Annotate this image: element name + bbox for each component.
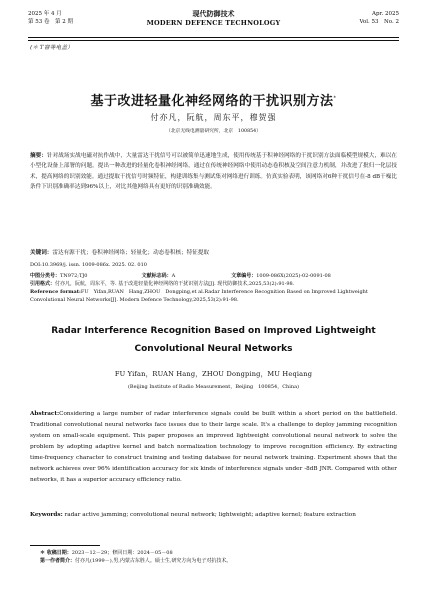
volume-en: Vol. 53 No. 2 <box>359 19 399 25</box>
article-no-value: 1009-086X(2025)-02-0091-08 <box>256 273 331 279</box>
volume-cn: 第 53 卷 第 2 期 <box>28 19 73 25</box>
paper-title-en: Radar Interference Recognition Based on Improved Lightweight Convolutional Neural Networks <box>51 326 376 354</box>
citation-cn-label: 引用格式： <box>30 281 56 287</box>
clc-label: 中图分类号： <box>30 273 61 279</box>
citation-en-label: Reference format: <box>30 289 81 295</box>
journal-name-cn: 现代防御技术 <box>192 10 235 18</box>
running-header <box>28 10 399 36</box>
doc-code-label: 文献标志码： <box>141 273 172 279</box>
header-right <box>359 10 399 26</box>
citation-cn-text: 付亦凡，阮航，周东平，等. 基于改进轻量化神经网络的干扰识别方法[J]. 现代防御技术,2025,53(2):91-98. <box>55 281 295 287</box>
clc-value: TN972;TJ0 <box>60 273 88 279</box>
keywords-cn-label: 关键词： <box>30 250 53 256</box>
authors-en: FU Yifan，RUAN Hang，ZHOU Dongping，MU Heqiang <box>114 370 313 378</box>
doc-code-value: A <box>171 273 176 279</box>
header-rule <box>28 37 399 38</box>
affiliation-cn: （北京无线电测量研究所，北京 100854） <box>165 129 262 134</box>
issue-date-en: Apr. 2025 <box>371 11 399 17</box>
abstract-cn <box>30 151 397 193</box>
received-dates: 2023－12－29；修回日期：2024－05－08 <box>71 550 173 556</box>
first-author-label: 第一作者简介： <box>40 558 76 564</box>
keywords-en <box>30 510 397 521</box>
title-footnote-mark: * <box>333 95 337 102</box>
doi: DOI:10.3969/j. issn. 1009-086x. 2025. 02. 010 <box>30 262 147 268</box>
keywords-en-label: Keywords: <box>30 512 63 518</box>
authors-cn: 付亦凡，阮航，周东平，穆贺强 <box>150 113 277 122</box>
abstract-cn-text: 针对战场实战电磁对抗作战中，大量雷达干扰信号可以被简单迅速地生成，使用传统基于积神经网络的干扰识别方法面临模型规模大，难以在小型化设备上部署的问题。提出一种改进的轻量化卷积神经网络，通过在传统神经网络中使用动态卷积核及空间注意力机制，并改进了批归一化层技术，提高网络的识别效能。通过提取干扰信号时频特征，构建训练集与测试集对网络进行训练。仿真实验表明，该网络对6种干扰信号在-8 dB干噪比条件下识别准确率达到96%以上，对比其他网络具有更好的识别准确效能。 <box>30 153 397 191</box>
keywords-cn <box>30 249 397 258</box>
first-author-bio: 付亦凡(1999－),男,内蒙古东胜人。硕士生,研究方向为电子对抗技术。 <box>75 558 232 564</box>
journal-name-en: MODERN DEFENCE TECHNOLOGY <box>146 19 281 27</box>
citation-en <box>30 288 397 305</box>
journal-name <box>28 10 399 28</box>
citation-cn <box>30 280 397 288</box>
citation-en-text: FU Yifan,RUAN Hang,ZHOU Dongping,et al.Radar Interference Recognition Based on Improved Lightweight Convolutional Neural Networks[J]. Modern Defence Technology,2025,53(2):91-98. <box>30 289 368 304</box>
keywords-en-text: radar active jamming; convolutional neural network; lightweight; adaptive kernel; feature extraction <box>64 512 356 518</box>
section-tag: (＊Ｔ窨等电盖） <box>30 45 74 51</box>
abstract-en-text: Considering a large number of radar interference signals could be built within a short period on the battlefield. Traditional convolutional neural networks face issues due to their large scale. It's a challenge to deploy jamming recognition system on small-scale equipment. This paper proposes an improved lightweight convolutional neural network to solve the problem by adopting adaptive kernel and batch normalization technology to improve recognition efficiency. By extracting time-frequency character to construct training and testing database for neural network training. Experiment shows that the network achieves over 96% identification accuracy for six kinds of interference signals under -8dB JNR. Compared with other networks, it has a superior accuracy efficiency ratio. <box>30 411 397 483</box>
footnote-received <box>40 549 397 557</box>
keywords-cn-text: 雷达有源干扰；卷积神经网络；轻量化；动态卷积核；特征提取 <box>52 250 210 256</box>
paper-title-cn-text: 基于改进轻量化神经网络的干扰识别方法 <box>90 94 334 109</box>
received-label: ＊ 收稿日期： <box>40 550 72 556</box>
abstract-en <box>30 409 397 486</box>
article-no-label: 文章编号： <box>231 273 257 279</box>
paper-title-cn <box>0 90 427 109</box>
classification-row <box>30 272 397 280</box>
affiliation-en: (Beijing Institute of Radio Measurement，Beijing 100854，China) <box>127 384 300 390</box>
issue-date-cn: 2025 年 4 月 <box>28 11 62 17</box>
footnote-rule <box>30 545 100 546</box>
abstract-cn-label: 摘要： <box>30 153 47 159</box>
header-rule-thin <box>28 40 399 41</box>
abstract-en-label: Abstract: <box>30 411 60 417</box>
footnote-author <box>40 557 397 565</box>
